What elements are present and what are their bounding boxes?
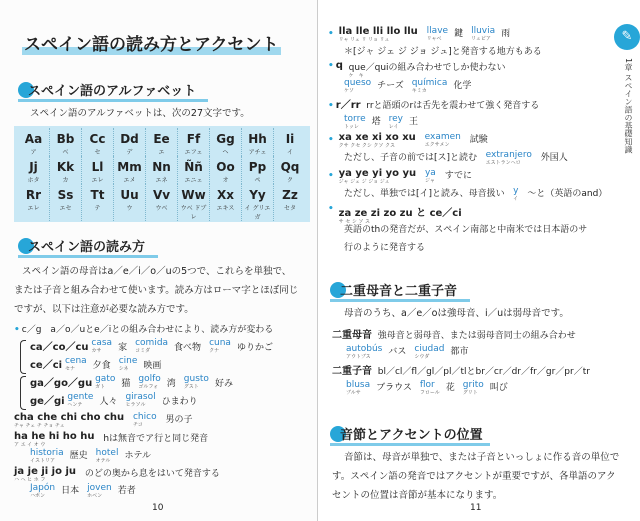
example-meaning: 塔	[371, 117, 381, 127]
row-consonant: 二重子音 bl／cl／fl／gl／pl／tlとbr／cr／dr／fr／gr／pr／tr	[332, 366, 590, 377]
row-ch: cha che chi cho chu チャ チェ チ チョ チュ chico チコ 男の子	[14, 412, 193, 429]
alphabet-letter: Nn	[152, 160, 171, 174]
example-meaning: 若者	[117, 486, 136, 496]
alphabet-kana: テ	[94, 205, 101, 212]
row-ca: ca／co／cu casa カサ 家 comida コミダ 食べ物 cuna クナ ゆりかご	[30, 338, 273, 354]
example-word: torre トッレ	[344, 114, 366, 130]
alphabet-kana: イ	[286, 149, 293, 156]
example-meaning: 王	[409, 117, 419, 127]
alphabet-letter: Ll	[91, 160, 104, 174]
alphabet-letter: Rr	[25, 188, 42, 202]
alphabet-letter: Qq	[280, 160, 300, 174]
alphabet-cell	[18, 128, 50, 156]
alphabet-kana: ヘ	[222, 149, 229, 156]
example-word: golfo ゴルフォ	[138, 374, 161, 390]
alphabet-heading: スペイン語のアルファベット	[18, 80, 196, 99]
alphabet-letter: Xx	[217, 188, 234, 202]
alphabet-kana: エネ	[155, 177, 168, 184]
alphabet-kana: ク	[286, 177, 293, 184]
alphabet-letter: Dd	[120, 132, 139, 146]
alphabet-cell	[274, 156, 306, 184]
example-meaning: 映画	[143, 361, 162, 371]
alphabet-kana: ウベ ドブレ	[180, 205, 207, 221]
example-word: joven ホベン	[87, 483, 112, 499]
example-meaning: 叫び	[489, 383, 508, 393]
example-meaning: 雨	[501, 29, 511, 39]
alphabet-letter: Ññ	[184, 160, 203, 174]
example-word: historia イストリア	[30, 448, 64, 464]
alphabet-cell	[18, 184, 50, 221]
alphabet-cell	[210, 184, 242, 221]
alphabet-cell	[50, 156, 82, 184]
row-y: • ya ye yi yo yu ジャ ジェ ジ ジョ ジュ ya ジャ すでに	[328, 168, 472, 185]
alphabet-cell	[82, 156, 114, 184]
alphabet-kana: オ	[222, 177, 229, 184]
example-meaning: 日本	[61, 486, 80, 496]
alphabet-cell	[178, 156, 210, 184]
alphabet-letter: Ii	[285, 132, 295, 146]
alphabet-kana: エ	[158, 149, 165, 156]
accent-heading: 音節とアクセントの位置	[330, 424, 483, 443]
example-word: flor フロール	[419, 380, 440, 396]
row-diphthong: 二重母音 強母音と弱母音、または弱母音同士の組み合わせ	[332, 330, 576, 341]
left-page	[0, 0, 318, 521]
example-meaning: チーズ	[377, 81, 404, 91]
example-meaning: 食べ物	[174, 343, 202, 353]
row-y-note: ただし、単独では[イ]と読み、母音扱い y イ ～と（英語のand）	[344, 186, 608, 202]
accent-paragraph-1: 音節は、母音が単独で、または子音といっしょに作る音の単位で	[344, 452, 620, 463]
reading-heading: スペイン語の読み方	[18, 236, 145, 255]
alphabet-letter: Kk	[56, 160, 75, 174]
alphabet-kana: イ グリエガ	[244, 205, 271, 221]
example-word: cena セナ	[64, 356, 87, 372]
alphabet-cell	[114, 156, 146, 184]
alphabet-kana: エレ	[91, 177, 104, 184]
chapter-tab	[618, 24, 640, 244]
row-r-examples	[344, 114, 426, 130]
example-word: comida コミダ	[135, 338, 169, 354]
example-meaning: 都市	[450, 347, 469, 357]
example-word: casa カサ	[91, 338, 113, 354]
alphabet-kana: ベ	[62, 149, 69, 156]
alphabet-kana: エフェ	[184, 149, 203, 156]
alphabet-kana: セタ	[283, 205, 296, 212]
alphabet-letter: Tt	[90, 188, 105, 202]
alphabet-kana: ウ	[126, 205, 133, 212]
example-word: rey レイ	[388, 114, 404, 130]
alphabet-cell	[146, 184, 178, 221]
alphabet-letter: Zz	[282, 188, 298, 202]
page-number-right: 11	[470, 503, 482, 513]
example-meaning: 鍵	[454, 29, 464, 39]
example-word: química キミカ	[411, 78, 448, 94]
alphabet-letter: Ww	[181, 188, 206, 202]
alphabet-letter: Gg	[216, 132, 235, 146]
alphabet-letter: Bb	[56, 132, 75, 146]
example-word: autobús アウトブス	[346, 344, 383, 360]
row-j-examples	[30, 483, 144, 499]
example-meaning: 好み	[214, 379, 233, 389]
alphabet-intro: スペイン語のアルファベットは、次の27文字です。	[30, 108, 250, 119]
alphabet-letter: Ee	[153, 132, 170, 146]
page-title: スペイン語の読み方とアクセント	[24, 35, 279, 55]
alphabet-letter: Mm	[117, 160, 142, 174]
alphabet-letter: Vv	[152, 188, 171, 202]
example-meaning: 猫	[121, 379, 131, 389]
example-word: hotel オテル	[95, 448, 119, 464]
example-meaning: ひまわり	[161, 397, 198, 407]
alphabet-kana: エセ	[59, 205, 72, 212]
alphabet-cell	[82, 184, 114, 221]
example-word: cuna クナ	[209, 338, 231, 354]
row-r: • r／rr rrと語頭のrは舌先を震わせて強く発音する	[328, 100, 540, 111]
alphabet-cell	[50, 128, 82, 156]
example-meaning: 花	[445, 383, 455, 393]
example-meaning: 化学	[453, 81, 472, 91]
alphabet-kana: エニェ	[184, 177, 203, 184]
alphabet-kana: デ	[126, 149, 133, 156]
alphabet-kana: アチェ	[248, 149, 267, 156]
alphabet-cell	[50, 184, 82, 221]
alphabet-cell	[274, 128, 306, 156]
alphabet-cell	[82, 128, 114, 156]
alphabet-letter: Ss	[57, 188, 74, 202]
example-word: blusa ブルサ	[346, 380, 371, 396]
page-number-left: 10	[152, 503, 164, 513]
row-q-examples	[344, 78, 479, 94]
example-word: lluvia リュビア	[471, 26, 496, 42]
example-word: llave リャベ	[426, 26, 449, 42]
row-z: • za ze zi zo zu と ce／ci サ セ シ ソ ス	[328, 204, 462, 225]
accent-paragraph-3: セントの位置は音節が基本になります。	[332, 490, 503, 501]
row-diphthong-examples	[346, 344, 477, 360]
brace-c	[20, 340, 26, 374]
alphabet-table	[14, 126, 310, 222]
z-note-1: 英語のthの発音だが、スペイン南部と中南米では日本語のサ	[344, 225, 588, 235]
rule-cg: • c／g a／o／uとe／iとの組み合わせにより、読み方が変わる	[14, 325, 274, 335]
alphabet-letter: Ff	[186, 132, 201, 146]
diphthong-paragraph: 母音のうち、a／e／oは強母音、i／uは弱母音です。	[344, 308, 569, 319]
alphabet-cell	[242, 156, 274, 184]
example-meaning: 人々	[99, 397, 118, 407]
reading-paragraph-1: スペイン語の母音はa／e／i／o／uの5つで、これらを単独で、	[22, 266, 292, 277]
example-word: Japón ハポン	[30, 483, 56, 499]
alphabet-cell	[114, 184, 146, 221]
alphabet-kana: ホタ	[27, 177, 40, 184]
row-q: • q que／quiの組み合わせでしか使わない ケ キ	[328, 60, 506, 79]
row-j: ja je ji jo ju ハ ヘ ヒ ホ フ のどの奥から息をはいて発音する	[14, 466, 220, 483]
example-meaning: 歴史	[69, 451, 88, 461]
right-page	[318, 0, 640, 521]
example-meaning: 湾	[166, 379, 176, 389]
reading-paragraph-3: ですが、以下は注意が必要な読み方です。	[14, 304, 194, 315]
row-x: • xa xe xi xo xu クサ クセ クシ クソ クス examen エクサメン 試験	[328, 132, 488, 149]
example-meaning: 家	[118, 343, 128, 353]
example-word: ciudad シウダ	[414, 344, 445, 360]
alphabet-cell	[210, 156, 242, 184]
example-word: cine シネ	[118, 356, 138, 372]
row-ce: ce／ci cena セナ 夕食 cine シネ 映画	[30, 356, 162, 372]
alphabet-cell	[114, 128, 146, 156]
example-word: gato ガト	[95, 374, 116, 390]
alphabet-kana: セ	[94, 149, 101, 156]
alphabet-letter: Pp	[248, 160, 267, 174]
alphabet-cell	[18, 156, 50, 184]
alphabet-kana: エレ	[27, 205, 40, 212]
alphabet-cell	[178, 184, 210, 221]
example-word: gusto グスト	[183, 374, 209, 390]
example-meaning: 夕食	[92, 361, 111, 371]
alphabet-letter: Aa	[24, 132, 43, 146]
alphabet-kana: ペ	[254, 177, 261, 184]
example-meaning: ゆりかご	[236, 343, 273, 353]
example-word: grito グリト	[462, 380, 484, 396]
z-note-2: 行のように発音する	[344, 243, 426, 253]
alphabet-cell	[242, 184, 274, 221]
pencil-icon: ✎	[614, 24, 640, 50]
row-x-note: ただし、子音の前では[ス]と読む extranjero エストランヘロ 外国人	[344, 150, 568, 166]
chapter-tab-text: 1章 スペイン語の基礎知識	[624, 58, 633, 154]
row-h: ha he hi ho hu ア エ イ オ ウ hは無音でア行と同じ発音	[14, 431, 209, 448]
alphabet-cell	[242, 128, 274, 156]
alphabet-cell	[178, 128, 210, 156]
alphabet-kana: エキス	[216, 205, 235, 212]
example-word: gente ヘンテ	[67, 392, 94, 408]
row-ge: ge／gi gente ヘンテ 人々 girasol ヒラソル ひまわり	[30, 392, 198, 408]
alphabet-cell	[146, 128, 178, 156]
row-consonant-examples	[346, 380, 516, 396]
alphabet-letter: Jj	[29, 160, 38, 174]
alphabet-letter: Uu	[120, 188, 139, 202]
alphabet-cell	[146, 156, 178, 184]
alphabet-kana: カ	[62, 177, 69, 184]
alphabet-kana: ウベ	[155, 205, 168, 212]
ll-note: ＊[ジャ ジェ ジ ジョ ジュ]と発音する地方もある	[344, 47, 542, 57]
row-ga: ga／go／gu gato ガト 猫 golfo ゴルフォ 湾 gusto グスト 好み	[30, 374, 233, 390]
row-h-examples	[30, 448, 159, 464]
alphabet-letter: Cc	[89, 132, 106, 146]
accent-paragraph-2: す。スペイン語の発音ではアクセントが重要ですが、各単語のアク	[332, 471, 616, 482]
alphabet-kana: エメ	[123, 177, 136, 184]
diphthong-heading: 二重母音と二重子音	[330, 280, 457, 299]
alphabet-kana: ア	[30, 149, 37, 156]
example-meaning: バス	[388, 347, 407, 357]
example-word: girasol ヒラソル	[125, 392, 156, 408]
example-meaning: ホテル	[124, 451, 152, 461]
row-ll: • lla lle lli llo llu リャ リェ リ リョ リュ llave リャベ 鍵 lluvia リュビア 雨	[328, 26, 511, 43]
alphabet-cell	[274, 184, 306, 221]
example-meaning: ブラウス	[376, 383, 412, 393]
alphabet-letter: Hh	[248, 132, 267, 146]
brace-g	[20, 376, 26, 410]
example-word: queso ケソ	[344, 78, 372, 94]
alphabet-letter: Yy	[249, 188, 266, 202]
alphabet-cell	[210, 128, 242, 156]
alphabet-letter: Oo	[216, 160, 235, 174]
reading-paragraph-2: または子音と組み合わせて使います。読み方はローマ字とほぼ同じ	[14, 285, 299, 296]
